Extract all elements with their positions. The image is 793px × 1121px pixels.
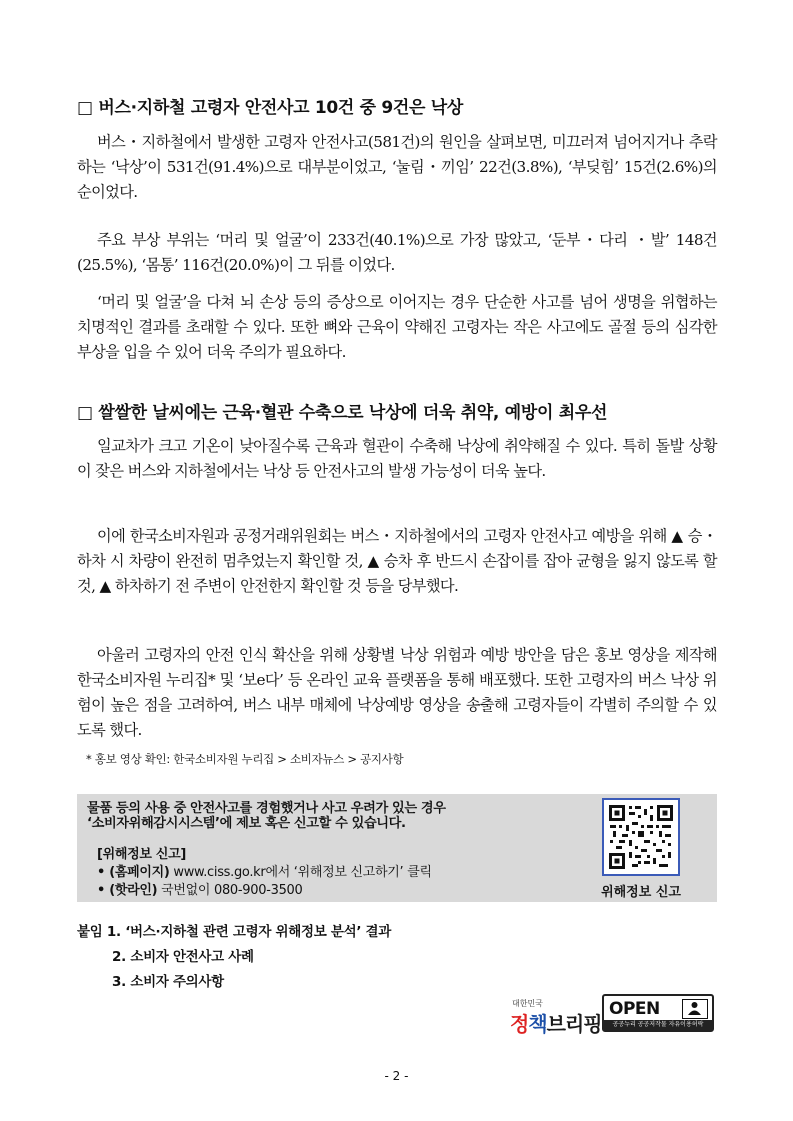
korea-policy-briefing-logo-char-2: 책 xyxy=(528,1012,547,1036)
report-info-box xyxy=(77,794,717,902)
qr-code-icon[interactable] xyxy=(602,798,680,876)
korea-policy-briefing-logo xyxy=(510,998,600,1038)
qr-code-graphic xyxy=(608,804,674,870)
report-info-title: [위해정보 신고] xyxy=(97,847,187,862)
kogl-open-logo xyxy=(602,994,714,1032)
section1-paragraph-1 xyxy=(77,130,717,205)
report-homepage-link[interactable]: www.ciss.go.kr에서 ‘위해정보 신고하기’ 클릭 xyxy=(169,865,432,880)
report-hotline-number: 국번없이 080-900-3500 xyxy=(157,883,303,898)
report-hotline-label: • (핫라인) xyxy=(97,883,158,898)
kogl-open-bar-text: 공공누리 공공저작물 자유이용허락 xyxy=(604,1020,712,1030)
section2-heading: □ 쌀쌀한 날씨에는 근육·혈관 수축으로 낙상에 더욱 취약, 예방이 최우선 xyxy=(77,403,608,423)
section2-paragraph-3 xyxy=(77,643,717,743)
attachment-2: 2. 소비자 안전사고 사례 xyxy=(112,949,254,965)
section1-paragraph-1-text: 버스・지하철에서 발생한 고령자 안전사고(581건)의 원인을 살펴보면, 미끄러져 넘어지거나 추락하는 ‘낙상’이 531건(91.4%)으로 대부분이었고, ‘눌림・끼임’ 22건(3.8%), ‘부딪힘’ 15건(2.6%)의 순이었다. xyxy=(77,133,717,201)
section2-paragraph-3-text: 아울러 고령자의 안전 인식 확산을 위해 상황별 낙상 위험과 예방 방안을 담은 홍보 영상을 제작해 한국소비자원 누리집* 및 ‘보e다’ 등 온라인 교육 플랫폼을 통해 배포했다. 또한 고령자의 버스 낙상 위험이 높은 점을 고려하여, 버스 내부 매체에 낙상예방 영상을 송출해 고령자들이 각별히 주의할 수 있도록 했다. xyxy=(77,646,717,739)
attachment-3: 3. 소비자 주의사항 xyxy=(112,974,224,990)
korea-policy-briefing-logo-text xyxy=(510,1008,602,1037)
qr-code-label: 위해정보 신고 xyxy=(601,885,681,900)
attachment-1: 붙임 1. ‘버스·지하철 관련 고령자 위해정보 분석’ 결과 xyxy=(77,924,392,940)
section2-paragraph-2-text: 이에 한국소비자원과 공정거래위원회는 버스・지하철에서의 고령자 안전사고 예방을 위해 ▲ 승・하차 시 차량이 완전히 멈추었는지 확인할 것, ▲ 승차 후 반드시 손잡이를 잡아 균형을 잃지 않도록 할 것, ▲ 하차하기 전 주변이 안전한지 확인할 것 등을 당부했다. xyxy=(77,527,717,595)
section1-heading: □ 버스·지하철 고령자 안전사고 10건 중 9건은 낙상 xyxy=(77,98,464,118)
section2-paragraph-1-text: 일교차가 크고 기온이 낮아질수록 근육과 혈관이 수축해 낙상에 취약해질 수 있다. 특히 돌발 상황이 잦은 버스와 지하철에서는 낙상 등 안전사고의 발생 가능성이 더욱 높다. xyxy=(77,437,717,480)
report-homepage-item xyxy=(97,861,432,880)
report-hotline-item xyxy=(97,879,303,898)
report-info-intro-line-2: ‘소비자위해감시시스템’에 제보 혹은 신고할 수 있습니다. xyxy=(87,816,406,831)
report-info-intro xyxy=(87,801,446,831)
korea-policy-briefing-logo-char-1: 정 xyxy=(510,1012,529,1036)
kogl-open-text: OPEN xyxy=(609,999,660,1019)
footnote: * 홍보 영상 확인: 한국소비자원 누리집 > 소비자뉴스 > 공지사항 xyxy=(86,752,404,766)
report-info-intro-line-1: 물품 등의 사용 중 안전사고를 경험했거나 사고 우려가 있는 경우 xyxy=(87,801,446,816)
section1-paragraph-3 xyxy=(77,290,717,365)
korea-policy-briefing-logo-char-3: 브리핑 xyxy=(546,1012,602,1036)
person-icon xyxy=(682,999,708,1019)
section2-paragraph-2 xyxy=(77,524,717,599)
section1-paragraph-2-text: 주요 부상 부위는 ‘머리 및 얼굴’이 233건(40.1%)으로 가장 많았고, ‘둔부・다리 ・발’ 148건(25.5%), ‘몸통’ 116건(20.0%)이 그 뒤를 이었다. xyxy=(77,231,717,274)
report-homepage-label: • (홈페이지) xyxy=(97,865,170,880)
page-number: - 2 - xyxy=(384,1069,409,1083)
section2-paragraph-1 xyxy=(77,434,717,484)
section1-paragraph-3-text: ‘머리 및 얼굴’을 다쳐 뇌 손상 등의 증상으로 이어지는 경우 단순한 사고를 넘어 생명을 위협하는 치명적인 결과를 초래할 수 있다. 또한 뼈와 근육이 약해진 고령자는 작은 사고에도 골절 등의 심각한 부상을 입을 수 있어 더욱 주의가 필요하다. xyxy=(77,293,717,361)
korea-policy-briefing-logo-small-text: 대한민국 xyxy=(512,999,543,1008)
section1-paragraph-2 xyxy=(77,228,717,278)
